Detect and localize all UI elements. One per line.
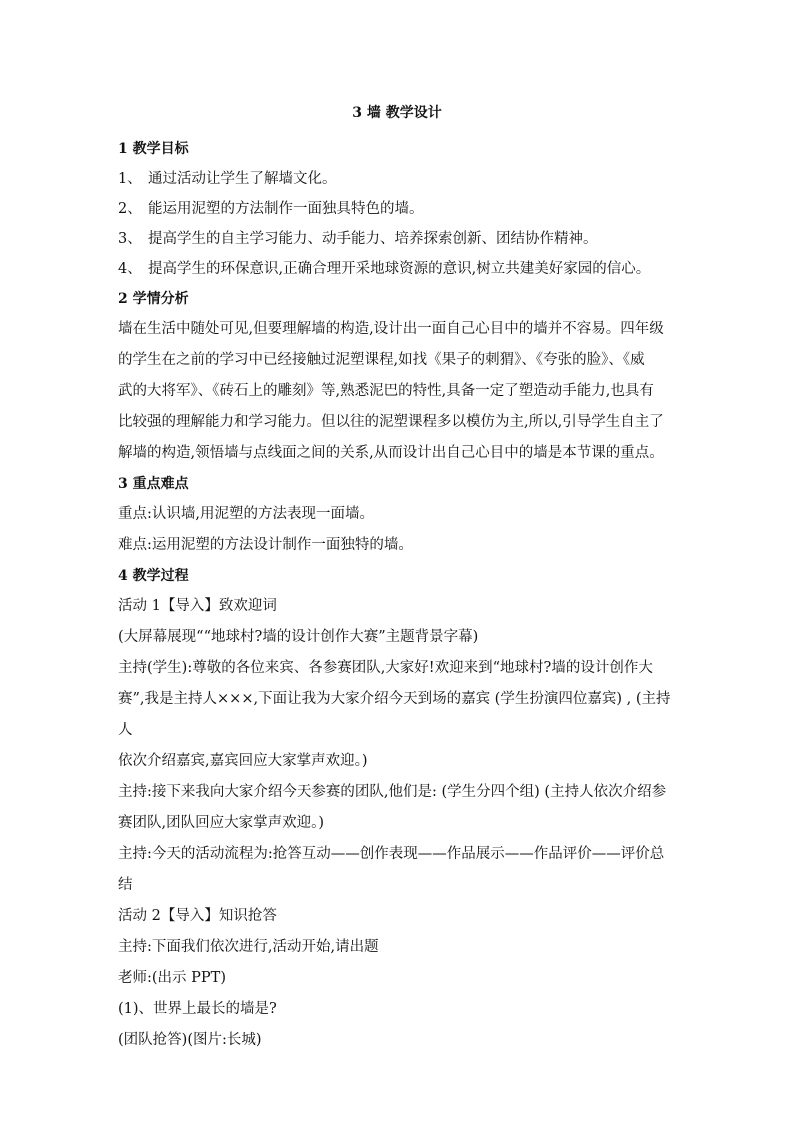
goal-item — [118, 164, 678, 194]
goal-item — [118, 224, 678, 254]
difficult-point-line: 难点:运用泥塑的方法设计制作一面独特的墙。 — [118, 537, 413, 553]
section-heading-analysis: 2 学情分析 — [118, 291, 189, 307]
goal-number: 1、 — [118, 171, 142, 187]
goal-item — [118, 194, 678, 224]
analysis-line: 比较强的理解能力和学习能力。但以往的泥塑课程多以模仿为主,所以,引导学生自主了 — [118, 414, 664, 430]
process-line: 活动 1【导入】致欢迎词 — [118, 598, 277, 614]
process-line: 主持:下面我们依次进行,活动开始,请出题 — [118, 939, 379, 955]
document-body — [118, 134, 678, 1056]
section-heading-goals: 1 教学目标 — [118, 141, 189, 157]
goal-text: 提高学生的自主学习能力、动手能力、培养探索创新、团结协作精神。 — [148, 231, 598, 247]
process-paragraph — [118, 591, 678, 1056]
process-line: (团队抢答)(图片:长城) — [118, 1032, 262, 1048]
analysis-paragraph — [118, 314, 678, 469]
analysis-line: 武的大将军》、《砖石上的雕刻》等,熟悉泥巴的特性,具备一定了塑造动手能力,也具有 — [118, 383, 654, 399]
process-line: 主持:今天的活动流程为:抢答互动——创作表现——作品展示——作品评价——评价总 — [118, 846, 665, 862]
goal-number: 3、 — [118, 231, 142, 247]
key-point-line: 重点:认识墙,用泥塑的方法表现一面墙。 — [118, 506, 374, 522]
goal-number: 2、 — [118, 201, 142, 217]
process-line: 赛团队,团队回应大家掌声欢迎。) — [118, 815, 325, 831]
process-line: 活动 2【导入】知识抢答 — [118, 908, 277, 924]
analysis-line: 墙在生活中随处可见,但要理解墙的构造,设计出一面自己心目中的墙并不容易。四年级 — [118, 321, 664, 337]
goals-list — [118, 164, 678, 284]
goal-text: 通过活动让学生了解墙文化。 — [148, 171, 337, 187]
process-line: 结 — [118, 877, 133, 893]
section-heading-process: 4 教学过程 — [118, 568, 189, 584]
goal-number: 4、 — [118, 261, 142, 277]
goal-text: 能运用泥塑的方法制作一面独具特色的墙。 — [148, 201, 424, 217]
analysis-line: 的学生在之前的学习中已经接触过泥塑课程,如找《果子的刺猬》、《夸张的脸》、《威 — [118, 352, 645, 368]
process-line: 赛”,我是主持人×××,下面让我为大家介绍今天到场的嘉宾 (学生扮演四位嘉宾) , (主持人 — [118, 691, 671, 738]
process-line: (大屏幕展现““地球村?墙的设计创作大赛”主题背景字幕) — [118, 629, 479, 645]
process-line: 依次介绍嘉宾,嘉宾回应大家掌声欢迎。) — [118, 753, 368, 769]
document-title: 3 墙 教学设计 — [352, 105, 442, 121]
goal-text: 提高学生的环保意识,正确合理开采地球资源的意识,树立共建美好家园的信心。 — [148, 261, 651, 277]
process-line: (1)、世界上最长的墙是? — [118, 1001, 277, 1017]
process-line: 老师:(出示 PPT) — [118, 970, 226, 986]
analysis-line: 解墙的构造,领悟墙与点线面之间的关系,从而设计出自己心目中的墙是本节课的重点。 — [118, 445, 664, 461]
process-line: 主持(学生):尊敬的各位来宾、各参赛团队,大家好!欢迎来到“地球村?墙的设计创作大 — [118, 660, 653, 676]
section-heading-key-points: 3 重点难点 — [118, 476, 189, 492]
goal-item — [118, 254, 678, 284]
process-line: 主持:接下来我向大家介绍今天参赛的团队,他们是: (学生分四个组) (主持人依次介绍参 — [118, 784, 667, 800]
